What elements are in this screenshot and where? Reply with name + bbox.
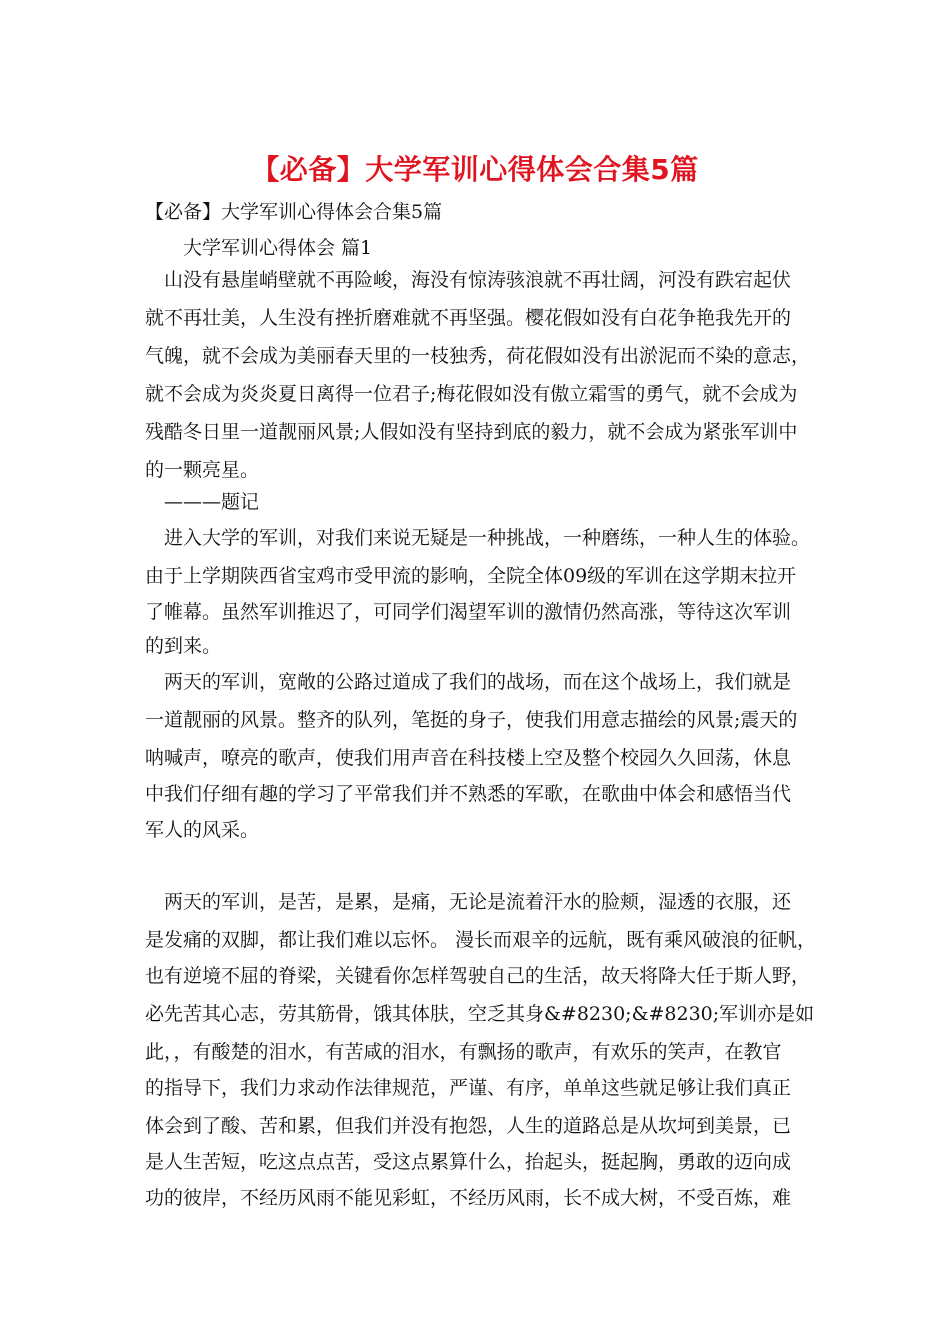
paragraph-line: 就不再壮美，人生没有挫折磨难就不再坚强。樱花假如没有白花争艳我先开的 [145,307,792,329]
paragraph-line: 的到来。 [145,635,222,657]
paragraph-line: 两天的军训，是苦，是累，是痛，无论是流着汗水的脸颊，湿透的衣服，还 [145,891,792,913]
paragraph-line: 的一颗亮星。 [145,459,260,481]
document-title: 【必备】大学军训心得体会合集5篇 [251,153,699,186]
paragraph-line: 功的彼岸，不经历风雨不能见彩虹，不经历风雨，长不成大树，不受百炼，难 [145,1187,792,1209]
paragraph-line: 山没有悬崖峭壁就不再险峻，海没有惊涛骇浪就不再壮阔，河没有跌宕起伏 [145,269,792,291]
paragraph-line: 必先苦其心志，劳其筋骨，饿其体肤，空乏其身&#8230;&#8230;军训亦是如 [145,1003,815,1025]
paragraph-line: 进入大学的军训，对我们来说无疑是一种挑战，一种磨练，一种人生的体验。 [145,527,811,549]
paragraph-line: 残酷冬日里一道靓丽风景;人假如没有坚持到底的毅力，就不会成为紧张军训中 [145,421,798,443]
paragraph-line: 一道靓丽的风景。整齐的队列，笔挺的身子，使我们用意志描绘的风景;震天的 [145,709,798,731]
paragraph-line: 的指导下，我们力求动作法律规范，严谨、有序，单单这些就足够让我们真正 [145,1077,792,1099]
paragraph-line: 了帷幕。虽然军训推迟了，可同学们渴望军训的激情仍然高涨，等待这次军训 [145,601,792,623]
paragraph-line: 军人的风采。 [145,819,260,841]
paragraph-line: 大学军训心得体会 篇1 [145,237,373,259]
paragraph-line: 就不会成为炎炎夏日离得一位君子;梅花假如没有傲立霜雪的勇气，就不会成为 [145,383,798,405]
paragraph-line: 是人生苦短，吃这点点苦，受这点累算什么，抬起头，挺起胸，勇敢的迈向成 [145,1151,792,1173]
paragraph-line: ———题记 [145,491,260,513]
paragraph-line: 呐喊声，嘹亮的歌声，使我们用声音在科技楼上空及整个校园久久回荡，休息 [145,747,792,769]
paragraph-line: 气魄，就不会成为美丽春天里的一枝独秀，荷花假如没有出淤泥而不染的意志， [145,345,811,367]
paragraph-line: 此，，有酸楚的泪水，有苦咸的泪水，有飘扬的歌声，有欢乐的笑声，在教官 [145,1041,782,1063]
paragraph-line: 是发痛的双脚，都让我们难以忘怀。 漫长而艰辛的远航，既有乘风破浪的征帆， [145,929,817,951]
paragraph-line: 中我们仔细有趣的学习了平常我们并不熟悉的军歌，在歌曲中体会和感悟当代 [145,783,792,805]
paragraph-line: 体会到了酸、苦和累，但我们并没有抱怨，人生的道路总是从坎坷到美景，已 [145,1115,792,1137]
paragraph-line: 由于上学期陕西省宝鸡市受甲流的影响，全院全体09级的军训在这学期末拉开 [145,565,797,587]
paragraph-line: 两天的军训，宽敞的公路过道成了我们的战场，而在这个战场上，我们就是 [145,671,792,693]
paragraph-line: 【必备】大学军训心得体会合集5篇 [145,201,443,223]
paragraph-line: 也有逆境不屈的脊梁，关键看你怎样驾驶自己的生活，故天将降大任于斯人野， [145,965,811,987]
